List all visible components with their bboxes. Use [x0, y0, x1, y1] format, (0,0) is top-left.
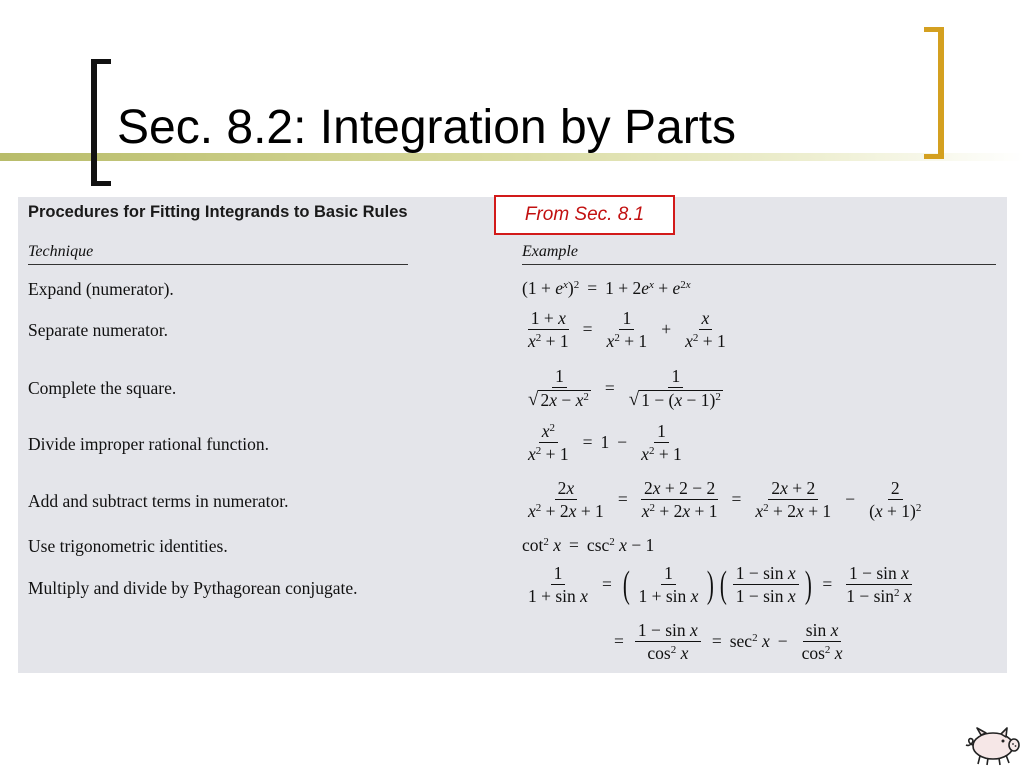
example-row-5: $\frac{2x}{x^2 + 2x + 1}$ = $\frac{2x + 2 - 2}{x^2 + 2x + 1}$ = $\frac{2x + 2}{x^2 + 2x + 1}$ − $\frac{2}{(x + 1)^2}$ [528, 478, 922, 522]
example-row-3: 1 √ $2x - x^2$ = 1 √ $1 - (x - 1)^2$ [528, 366, 721, 411]
column-header-technique: Technique [28, 243, 94, 260]
technique-row-2: Separate numerator. [28, 320, 168, 340]
example-row-4: $\frac{x^2}{x^2 + 1}$ = 1 − $\frac{1}{x^2 + 1}$ [528, 421, 682, 465]
pig-icon [963, 725, 1021, 767]
technique-row-5: Add and subtract terms in numerator. [28, 491, 289, 511]
technique-row-3: Complete the square. [28, 378, 177, 398]
left-bracket [91, 59, 111, 186]
example-row-1: $(1 + e^x)^2$ = $1 + 2e^x + e^{2x}$ [522, 278, 691, 298]
table-heading: Procedures for Fitting Integrands to Basic Rules [28, 203, 408, 221]
slide-title: Sec. 8.2: Integration by Parts [117, 101, 737, 154]
example-row-6: $\cot^2 x$ = $\csc^2 x - 1$ [522, 535, 655, 555]
example-row-7: $\frac{1}{\text{1 + sin x}}$ = ( $\frac{1}{\text{1 + sin x}}$ ) ( $\frac{\text{1 − sin x}}{\text{1 − sin x}}$ ) = $\frac{\text{1 − sin x}}{1 - \sin^2 x}$ [528, 563, 912, 607]
technique-row-1: Expand (numerator). [28, 279, 174, 299]
technique-row-4: Divide improper rational function. [28, 434, 270, 454]
example-row-2: $\frac{1 + x}{x^2 + 1}$ = $\frac{1}{x^2 + 1}$ + $\frac{x}{x^2 + 1}$ [528, 308, 726, 352]
column-header-example: Example [522, 243, 578, 260]
technique-row-7: Multiply and divide by Pythagorean conjugate. [28, 578, 358, 598]
right-bracket [924, 27, 944, 159]
callout-box: From Sec. 8.1 [494, 195, 675, 235]
header-rule-example [522, 264, 996, 265]
technique-row-6: Use trigonometric identities. [28, 536, 228, 556]
header-rule-technique [28, 264, 408, 265]
example-row-7-continued: = $\frac{\text{1 − sin x}}{\cos^2 x}$ = $\sec^2 x$ − $\frac{\text{sin x}}{\cos^2 x}$ [614, 620, 843, 664]
